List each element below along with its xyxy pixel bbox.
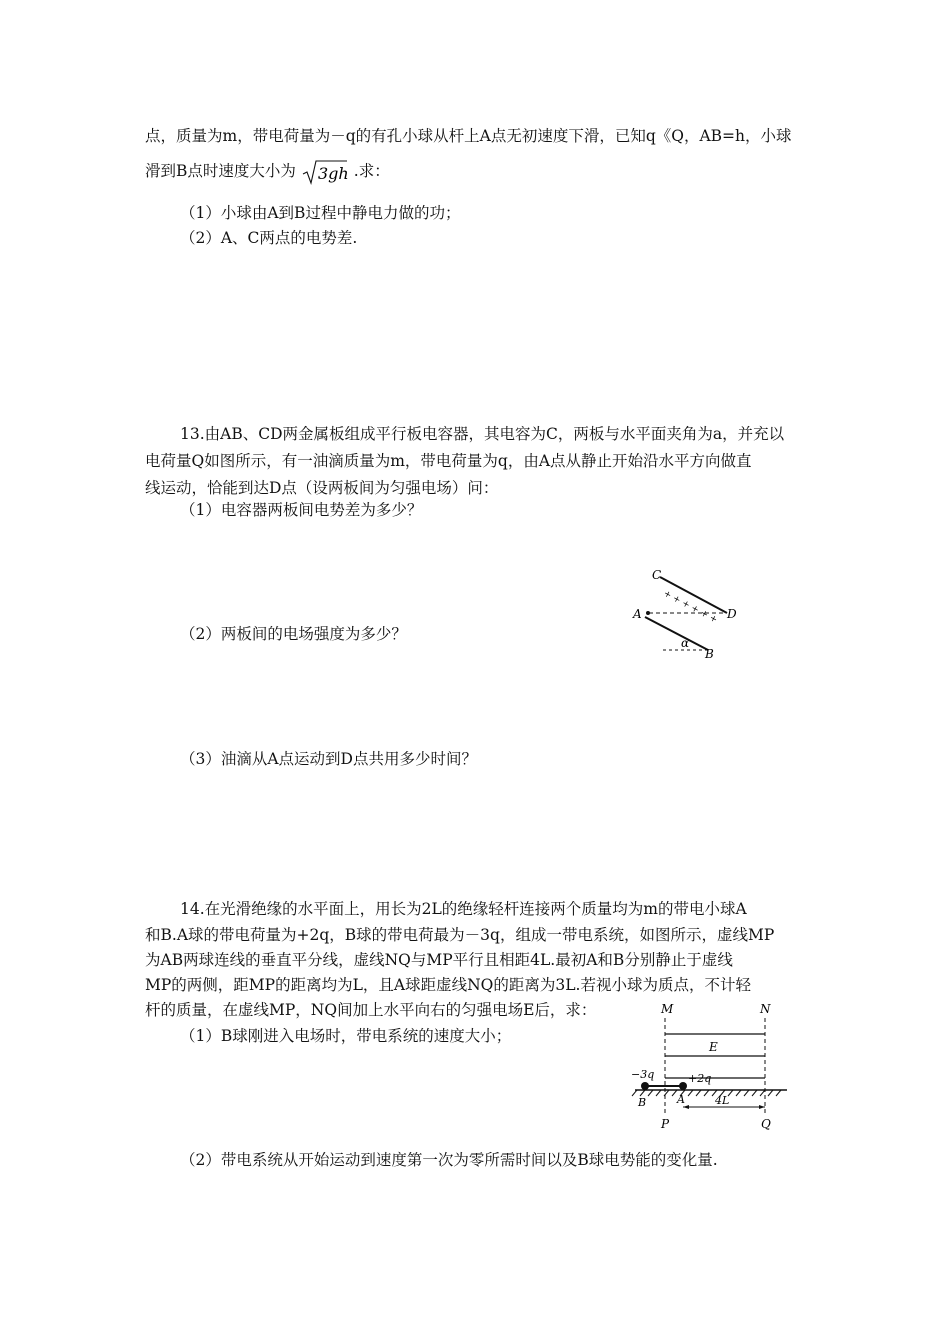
q13-line-1: 13.由AB、CD两金属板组成平行板电容器，其电容为C，两板与水平面夹角为a，并充以	[180, 425, 785, 443]
ground-hatch	[632, 1090, 781, 1096]
q13-line-2: 电荷量Q如图所示，有一油滴质量为m，带电荷量为q，由A点从静止开始沿水平方向做直	[145, 452, 752, 470]
label-b-charge: −3q	[631, 1068, 655, 1081]
q12-sub-2: （2）A、C两点的电势差.	[180, 229, 358, 247]
label-d: D	[727, 607, 737, 621]
q14-line-4: MP的两侧，距MP的距离均为L，且A球距虚线NQ的距离为3L.若视小球为质点，不计轻	[145, 976, 751, 994]
ball-a	[679, 1082, 687, 1090]
label-alpha: α	[681, 636, 690, 650]
q14-sub-1: （1）B球刚进入电场时，带电系统的速度大小；	[180, 1027, 512, 1045]
label-a: A	[633, 607, 642, 621]
q12-line-1: 点，质量为m，带电荷量为－q的有孔小球从杆上A点无初速度下滑，已知q《Q，AB=h，小球	[145, 127, 792, 145]
label-b: B	[638, 1096, 647, 1109]
q13-sub-2: （2）两板间的电场强度为多少？	[180, 625, 407, 643]
capacitor-figure	[625, 565, 755, 660]
q14-line-1: 14.在光滑绝缘的水平面上，用长为2L的绝缘轻杆连接两个质量均为m的带电小球A	[180, 900, 747, 918]
q14-line-3: 为AB两球连线的垂直平分线，虚线NQ与MP平行且相距4L.最初A和B分别静止于虚线	[145, 951, 733, 969]
q13-line-3: 线运动，恰能到达D点（设两板间为匀强电场）问：	[145, 479, 499, 497]
label-q: Q	[761, 1117, 771, 1131]
sqrt-expression	[301, 158, 349, 186]
label-e: E	[709, 1040, 718, 1054]
label-m: M	[661, 1002, 674, 1016]
label-a-charge: +2q	[688, 1072, 712, 1085]
radicand: 3gh	[317, 164, 349, 183]
label-a: A	[677, 1093, 685, 1106]
q12-line-2	[145, 158, 805, 186]
ball-b	[641, 1082, 649, 1090]
label-p: P	[661, 1117, 670, 1131]
label-c: C	[652, 568, 662, 582]
oil-drop	[646, 611, 650, 615]
q13-sub-3: （3）油滴从A点运动到D点共用多少时间？	[180, 750, 477, 768]
q14-line-5: 杆的质量，在虚线MP，NQ间加上水平向右的匀强电场E后，求：	[145, 1001, 597, 1019]
label-4l: 4L	[715, 1094, 730, 1107]
field-figure	[625, 1000, 795, 1135]
q14-sub-2: （2）带电系统从开始运动到速度第一次为零所需时间以及B球电势能的变化量.	[180, 1151, 718, 1169]
label-b: B	[705, 647, 714, 660]
q12-sub-1: （1）小球由A到B过程中静电力做的功；	[180, 204, 461, 222]
label-n: N	[760, 1002, 771, 1016]
q12-line-2-end: .求：	[353, 162, 390, 180]
q13-sub-1: （1）电容器两板间电势差为多少？	[180, 501, 423, 519]
plate-ab	[645, 617, 708, 650]
q12-line-2-text: 滑到B点时速度大小为	[145, 162, 296, 180]
q14-line-2: 和B.A球的带电荷量为+2q，B球的带电荷最为－3q，组成一带电系统，如图所示，虚线MP	[145, 926, 775, 944]
plus-signs: + + + + + +	[661, 588, 719, 626]
